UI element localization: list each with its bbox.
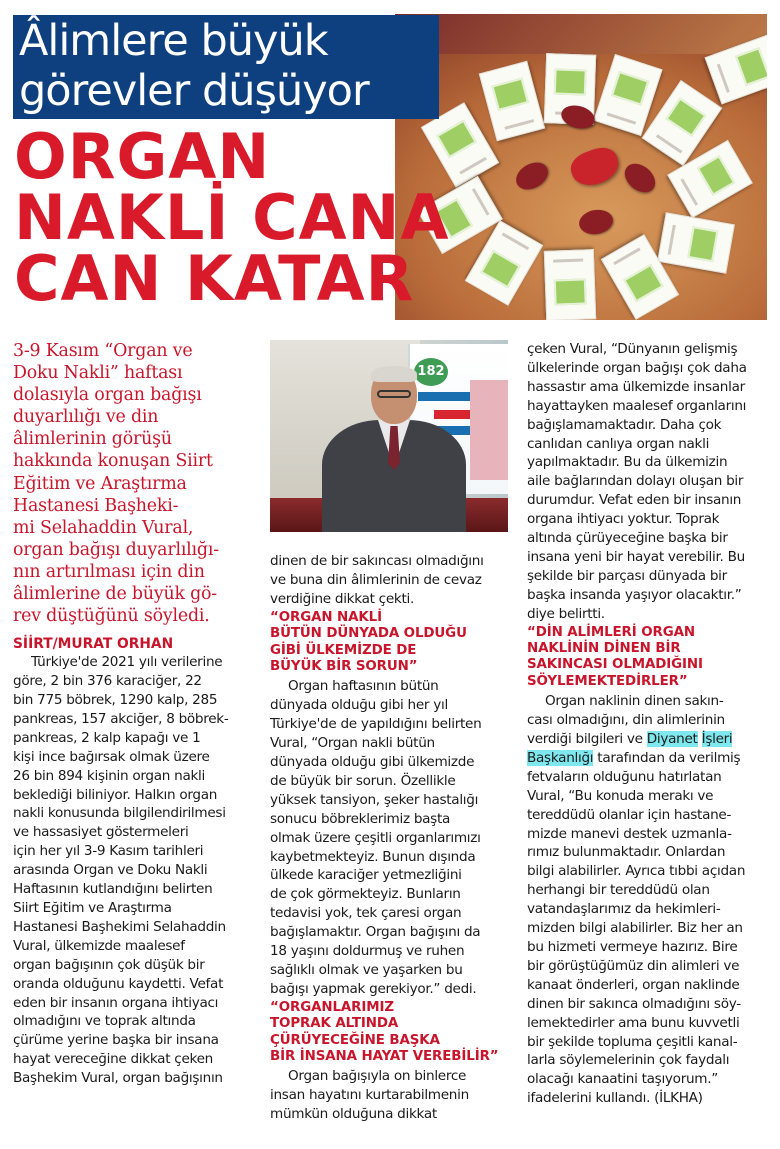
body-line: hassastır ama ülkemizde insanlar bbox=[527, 378, 745, 395]
body-line: herhangi bir tereddüdü olan bbox=[527, 882, 710, 899]
body-line: göre, 2 bin 376 karaciğer, 22 bbox=[13, 673, 202, 690]
body-line: çeken Vural, “Dünyanın gelişmiş bbox=[527, 341, 738, 357]
body-line: Türkiye'de de yapıldığını belirten bbox=[270, 716, 482, 733]
lead-line: duyarlılığı ve din bbox=[13, 407, 159, 428]
body-line: Siirt Eğitim ve Araştırma bbox=[13, 900, 172, 916]
body-line: tereddüdü olanlar için hastane- bbox=[527, 806, 732, 823]
body-line: hayat vereceğine dikkat çeken bbox=[13, 1051, 213, 1068]
body-line: 26 bin 894 kişinin organ nakli bbox=[13, 767, 205, 784]
subheading-line: “DİN ALİMLERİ ORGAN bbox=[527, 624, 695, 640]
body-line: bağışlamamaktadır. Daha çok bbox=[527, 416, 722, 433]
main-headline-line-3: CAN KATAR bbox=[14, 242, 415, 315]
body-line: Vural, “Organ nakli bütün bbox=[270, 735, 435, 752]
body-line: dinen bir sakınca olmadığını söy- bbox=[527, 995, 741, 1012]
body-line: olmadığını ve toprak altında bbox=[13, 1013, 196, 1030]
body-line: Organ bağışıyla on binlerce bbox=[288, 1068, 467, 1085]
body-line: dünyada olduğu gibi ülkemizde bbox=[270, 753, 475, 770]
body-line: eden bir insanın organa ihtiyacı bbox=[13, 994, 219, 1011]
body-line: lemektedirler ama bunu kuvvetli bbox=[527, 1014, 740, 1031]
body-line: sağlıklı olmak ve yaşarken bu bbox=[270, 961, 463, 978]
body-text-column-3-bottom bbox=[527, 692, 769, 1108]
body-line: ve hassasiyet göstermeleri bbox=[13, 824, 189, 841]
body-line: Organ naklinin dinen sakın- bbox=[545, 693, 724, 710]
body-line: dünyada olduğu gibi her yıl bbox=[270, 697, 448, 714]
body-line: Vural, “Bu konuda merakı ve bbox=[527, 787, 714, 804]
highlight-isleri: İşleri bbox=[701, 731, 733, 748]
body-line: yapılmaktadır. Bu da ülkemizin bbox=[527, 454, 728, 471]
highlight-baskanligi: Başkanlığı bbox=[527, 749, 594, 766]
body-line: beklediği biliniyor. Halkın organ bbox=[13, 786, 218, 803]
highlight-suffix: tarafından da verilmiş bbox=[593, 749, 741, 766]
lead-line: dolasıyla organ bağışı bbox=[13, 385, 202, 406]
body-line: ülkelerinde organ bağışı çok daha bbox=[527, 359, 747, 376]
body-line: olacağı kanaatini taşıyorum.” bbox=[527, 1071, 719, 1088]
body-line: ülkede karaciğer yetmezliğini bbox=[270, 867, 462, 884]
body-line: nakli konusunda bilgilendirilmesi bbox=[13, 805, 226, 822]
subheading-line: TOPRAK ALTINDA bbox=[270, 1016, 399, 1032]
lead-line: nın artırılması için din bbox=[13, 561, 205, 582]
body-line: Hastanesi Başhekimi Selahaddin bbox=[13, 918, 226, 935]
lead-line: mi Selahaddin Vural, bbox=[13, 517, 194, 538]
donor-card bbox=[544, 249, 596, 320]
subheading-line: BİR İNSANA HAYAT VEREBİLİR” bbox=[270, 1048, 499, 1064]
body-line: arasında Organ ve Doku Nakli bbox=[13, 862, 208, 879]
main-headline bbox=[14, 120, 450, 315]
header-photo-organ-donation-cards bbox=[395, 14, 767, 320]
body-line: kişi ince bağırsak olmak üzere bbox=[13, 748, 210, 765]
body-line: mümkün olduğuna dikkat bbox=[270, 1106, 437, 1123]
body-text-column-2-intro bbox=[270, 552, 508, 609]
body-text-column-2-end bbox=[270, 1067, 508, 1124]
column-2 bbox=[270, 340, 508, 1124]
body-line: mizde manevi destek uzmanla- bbox=[527, 825, 732, 842]
body-line: oranda olduğunu kaydetti. Vefat bbox=[13, 975, 224, 992]
byline: SİİRT/MURAT ORHAN bbox=[13, 636, 174, 653]
lead-line: Eğitim ve Araştırma bbox=[13, 473, 187, 494]
lead-line: hakkında konuşan Siirt bbox=[13, 451, 213, 472]
body-line: olmak üzere çeşitli organlarımızı bbox=[270, 829, 481, 846]
body-line: mizden bilgi alabilirler. Biz her an bbox=[527, 920, 743, 937]
body-line: de çok görmekteyiz. Bunların bbox=[270, 886, 461, 903]
body-line: fetvaların olduğunu hatırlatan bbox=[527, 768, 722, 785]
body-line: altında çürüyeceğine başka bir bbox=[527, 530, 728, 547]
lead-paragraph bbox=[13, 340, 257, 627]
body-line: bağışlamaktır. Organ bağışını da bbox=[270, 924, 481, 941]
body-line: bir görüştüğümüz din alimleri ve bbox=[527, 957, 740, 974]
subheading-line: “ORGAN NAKLİ bbox=[270, 609, 382, 625]
body-line: cası olmadığını, din alimlerinin bbox=[527, 712, 725, 729]
column-3 bbox=[527, 340, 769, 1108]
body-line: hayattayken maalesef organlarını bbox=[527, 397, 747, 414]
body-line: pankreas, 157 akciğer, 8 böbrek- bbox=[13, 710, 229, 727]
body-line: organa ihtiyacı yoktur. Toprak bbox=[527, 511, 720, 528]
body-line: verdiğine dikkat çekti. bbox=[270, 590, 414, 607]
lead-line: rev düştüğünü söyledi. bbox=[13, 606, 210, 627]
main-headline-line-1: ORGAN bbox=[14, 120, 271, 193]
body-text-column-3-top bbox=[527, 340, 769, 624]
body-line: bağışı yapmak gerekiyor.” dedi. bbox=[270, 980, 477, 997]
body-line: dinen de bir sakıncası olmadığını bbox=[270, 553, 484, 569]
body-line-highlighted bbox=[527, 730, 769, 749]
highlight-diyanet: Diyanet bbox=[646, 731, 698, 748]
hospital-sign-number: 182 bbox=[414, 358, 448, 386]
body-line: kaybetmekteyiz. Bunun dışında bbox=[270, 848, 476, 865]
body-line: için her yıl 3-9 Kasım tarihleri bbox=[13, 843, 204, 860]
main-headline-line-2: NAKLİ CANA bbox=[14, 181, 450, 254]
body-line: organ bağışının çok düşük bir bbox=[13, 956, 205, 973]
body-line: bu hizmeti vermeye hazırız. Bire bbox=[527, 939, 738, 955]
highlight-prefix: verdiği bilgileri ve bbox=[527, 731, 647, 748]
body-line: rımız bulunmaktadır. Onlardan bbox=[527, 844, 726, 861]
subheading-3 bbox=[527, 625, 769, 691]
lead-line: âlimlerinin görüşü bbox=[13, 429, 172, 450]
lead-line: âlimlerine de büyük gö- bbox=[13, 584, 217, 605]
subheading-line: ÇÜRÜYECEĞİNE BAŞKA bbox=[270, 1032, 440, 1048]
body-line: bir şekilde topluma çeşitli kanal- bbox=[527, 1033, 738, 1050]
portrait-photo-selahaddin-vural bbox=[270, 340, 508, 532]
subheading-line: NAKLİNİN DİNEN BİR bbox=[527, 641, 681, 656]
body-line: pankreas, 2 kalp kapağı ve 1 bbox=[13, 729, 201, 746]
body-line: Başhekim Vural, organ bağışının bbox=[13, 1070, 223, 1087]
body-line: bilgi alabilirler. Ayrıca tıbbi açıdan bbox=[527, 863, 746, 880]
subheading-line: SAKINCASI OLMADIĞINI bbox=[527, 657, 703, 673]
body-line: Türkiye'de 2021 yılı verilerine bbox=[31, 654, 223, 671]
lead-line: Doku Nakli” haftası bbox=[13, 363, 183, 384]
kicker-line-1: Âlimlere büyük bbox=[19, 16, 328, 66]
body-line: bin 775 böbrek, 1290 kalp, 285 bbox=[13, 692, 218, 709]
body-line: Vural, ülkemizde maalesef bbox=[13, 937, 185, 954]
subheading-line: SÖYLEMEKTEDİRLER” bbox=[527, 673, 688, 689]
lead-line: Hastanesi Başheki- bbox=[13, 495, 179, 516]
body-line: insana yeni bir hayat verebilir. Bu bbox=[527, 548, 745, 565]
lead-line: 3-9 Kasım “Organ ve bbox=[13, 341, 193, 361]
subheading-line: “ORGANLARIMIZ bbox=[270, 999, 394, 1015]
body-line: larla söylemelerinin çok faydalı bbox=[527, 1052, 730, 1069]
lead-line: organ bağışı duyarlılığı- bbox=[13, 539, 219, 560]
body-line: aile bağlarından dolayı oluşan bir bbox=[527, 473, 744, 490]
column-1 bbox=[13, 340, 257, 1088]
body-line: insan hayatını kurtarabilmenin bbox=[270, 1087, 469, 1104]
glasses-icon bbox=[377, 390, 411, 398]
body-text-column-2-mid bbox=[270, 677, 508, 998]
body-line: Haftasının kutlandığını belirten bbox=[13, 881, 213, 898]
body-line: şekilde bir parçası dünyada bir bbox=[527, 567, 727, 584]
body-line: diye belirtti. bbox=[527, 605, 605, 622]
body-line: kanaat önderleri, organ naklinde bbox=[527, 976, 740, 993]
body-line: durumdur. Vefat eden bir insanın bbox=[527, 492, 742, 509]
body-line: ve buna din âlimlerinin de cevaz bbox=[270, 571, 482, 588]
subheading-1 bbox=[270, 610, 508, 676]
body-line: de büyük bir sorun. Özellikle bbox=[270, 772, 456, 789]
body-line: sonucu böbreklerimiz başta bbox=[270, 810, 451, 827]
body-line: ifadelerini kullandı. (İLKHA) bbox=[527, 1090, 703, 1107]
subheading-line: BÜTÜN DÜNYADA OLDUĞU bbox=[270, 626, 467, 642]
body-text-column-1 bbox=[13, 653, 257, 1088]
body-line: çürüme yerine başka bir insana bbox=[13, 1032, 219, 1049]
body-line: 18 yaşını doldurmuş ve ruhen bbox=[270, 943, 465, 960]
body-line: yüksek tansiyon, şeker hastalığı bbox=[270, 791, 479, 808]
body-line: başka insanda yaşıyor olacaktır.” bbox=[527, 586, 742, 603]
body-line: tedavisi yok, tek çaresi organ bbox=[270, 905, 462, 922]
body-line: canlıdan canlıya organ nakli bbox=[527, 435, 710, 452]
body-line-highlighted bbox=[527, 749, 769, 768]
subheading-line: GİBİ ÜLKEMİZDE DE bbox=[270, 642, 417, 658]
subheading-line: BÜYÜK BİR SORUN” bbox=[270, 658, 418, 674]
kicker-headline-box bbox=[13, 15, 439, 119]
body-line: Organ haftasının bütün bbox=[288, 678, 439, 695]
subheading-2 bbox=[270, 1000, 508, 1066]
kicker-line-2: görevler düşüyor bbox=[19, 66, 369, 116]
body-line: vatandaşlarımız da hekimleri- bbox=[527, 901, 721, 918]
